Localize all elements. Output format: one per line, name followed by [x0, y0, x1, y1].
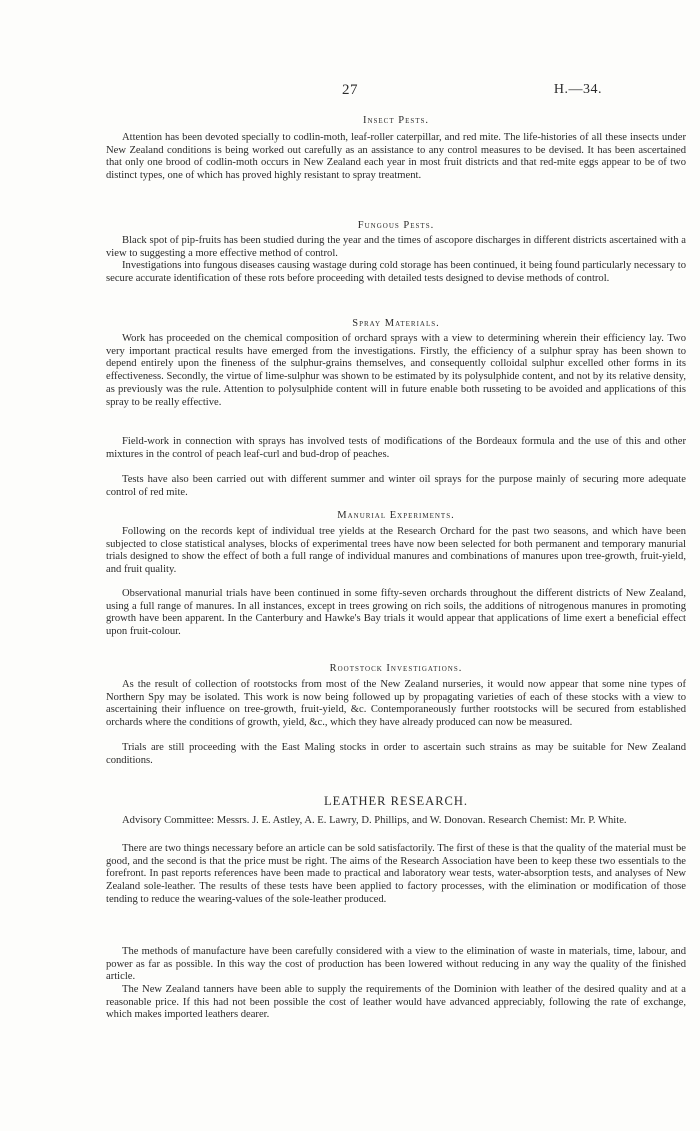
spray-materials-paragraph: Work has proceeded on the chemical composition of orchard sprays with a view to determining wherein their efficiency lay. Two very important practical results have emerged from the investigations. Firstly, the efficiency of a sulphur spray has been shown to depend entirely upon the fineness of the sulphur-grains themselves, and consequently colloidal sulphur excelled other forms in its effectiveness. Secondly, the virtue of lime-sulphur was shown to be estimated by its polysulphide content, and not by its relative density, as previously was the rule. Attention to polysulphide content will in future enable both russeting to be avoided and applications of this spray to be really effective.: [106, 333, 686, 408]
leather-research-heading: LEATHER RESEARCH.: [323, 794, 469, 808]
leather-research-paragraph: Advisory Committee: Messrs. J. E. Astley, A. E. Lawry, D. Phillips, and W. Donovan. Research Chemist: Mr. P. White.: [122, 815, 627, 826]
leather-research-paragraph: The New Zealand tanners have been able to supply the requirements of the Dominion with leather of the desired quality and at a reasonable price. If this had not been possible the cost of leather would have advanced appreciably, following the rate of exchange, which makes imported leathers dearer.: [106, 984, 686, 1021]
document-reference: H.—34.: [553, 82, 602, 97]
spray-materials-heading: Spray Materials.: [352, 318, 440, 329]
spray-materials-paragraph: Field-work in connection with sprays has involved tests of modifications of the Bordeaux formula and the use of this and other mixtures in the control of peach leaf-curl and bud-drop of peaches.: [106, 436, 686, 460]
rootstock-investigations-heading: Rootstock Investigations.: [329, 663, 463, 674]
manurial-experiments-paragraph: Following on the records kept of individual tree yields at the Research Orchard for the past two seasons, and which have been subjected to close statistical analyses, blocks of experimental trees have now been selected for both permanent and temporary manurial trials designed to show the effect of both a full range of individual manures and combinations of manures upon tree-growth, fruit-yield, and fruit quality.: [106, 526, 686, 576]
manurial-experiments-heading: Manurial Experiments.: [337, 510, 455, 521]
rootstock-investigations-paragraph: As the result of collection of rootstocks from most of the New Zealand nurseries, it would now appear that some nine types of Northern Spy may be isolated. This work is now being followed up by propagating varieties of each of these stocks with a view to ascertaining their influence on tree-growth, fruit-yield, &c. Contemporaneously further rootstocks will be secured from established orchards where the conditions of growth, yield, &c., which they have already produced can now be measured.: [106, 679, 686, 729]
insect-pests-heading: Insect Pests.: [362, 115, 430, 126]
leather-research-paragraph: There are two things necessary before an article can be sold satisfactorily. The first of these is that the quality of the material must be good, and the second is that the price must be right. The aims of the Research Association have been to keep these two essentials to the forefront. In past reports references have been made to practical and laboratory wear tests, water-absorption tests, and analyses of New Zealand sole-leather. The results of these tests have been applied to factory processes, with the elimination or modification of those tending to reduce the wearing-values of the sole-leather produced.: [106, 843, 686, 905]
leather-research-paragraph: The methods of manufacture have been carefully considered with a view to the elimination of waste in materials, time, labour, and power as far as possible. In this way the cost of production has been lowered without reducing in any way the quality of the finished article.: [106, 946, 686, 983]
fungous-pests-paragraph: Investigations into fungous diseases causing wastage during cold storage has been continued, it being found particularly necessary to secure accurate identification of these rots before proceeding with detailed tests designed to devise methods of control.: [106, 260, 686, 284]
fungous-pests-heading: Fungous Pests.: [357, 220, 435, 231]
page-number: 27: [342, 82, 358, 98]
rootstock-investigations-paragraph: Trials are still proceeding with the East Maling stocks in order to ascertain such strains as may be suitable for New Zealand conditions.: [106, 742, 686, 766]
manurial-experiments-paragraph: Observational manurial trials have been continued in some fifty-seven orchards throughout the different districts of New Zealand, using a full range of manures. In all instances, except in trees growing on rich soils, the additions of nitrogenous manures in promoting growth have been apparent. In the Canterbury and Hawke's Bay trials it would appear that applications of lime exert a beneficial effect upon fruit-colour.: [106, 588, 686, 638]
fungous-pests-paragraph: Black spot of pip-fruits has been studied during the year and the times of ascopore discharges in different districts ascertained with a view to suggesting a more effective method of control.: [106, 235, 686, 259]
insect-pests-paragraph: Attention has been devoted specially to codlin-moth, leaf-roller caterpillar, and red mite. The life-histories of all these insects under New Zealand conditions is being worked out carefully as an assistance to any control measures to be devised. It has been ascertained that only one brood of codlin-moth occurs in New Zealand each year in most fruit districts and that red-mite eggs appear to be of two distinct types, one of which has proved highly resistant to spray treatment.: [106, 132, 686, 182]
spray-materials-paragraph: Tests have also been carried out with different summer and winter oil sprays for the purpose mainly of securing more adequate control of red mite.: [106, 474, 686, 498]
